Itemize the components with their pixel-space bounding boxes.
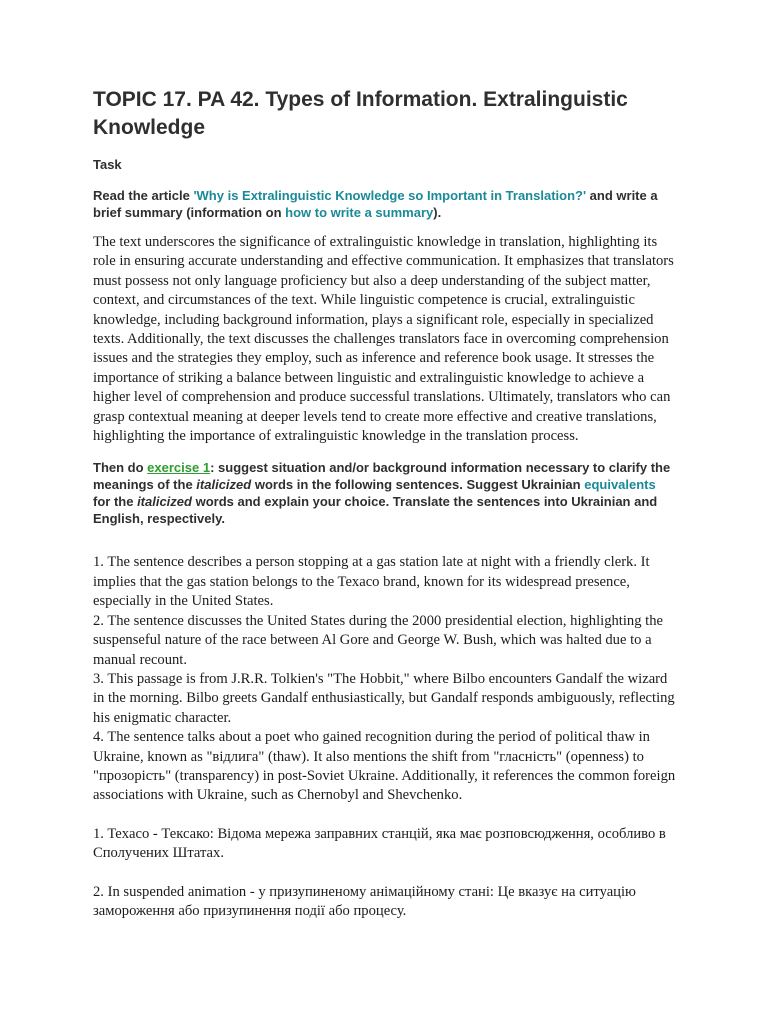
list-item: 1. The sentence describes a person stopping at a gas station late at night with a friendly clerk. It implies that the gas station belongs to the Texaco brand, known for its widespread presence, especially in the United States. xyxy=(93,554,650,610)
document-page xyxy=(93,86,676,940)
instruction-text: Then do xyxy=(93,460,148,476)
instruction-text: words in the following sentences. Suggest Ukrainian xyxy=(251,477,585,493)
italic-word: italicized xyxy=(196,477,252,493)
summary-paragraph: The text underscores the significance of extralinguistic knowledge in translation, highlighting its role in ensuring accurate understanding and effective communication. It emphasizes that translators must possess not only language proficiency but also a deep understanding of the subject matter, context, and circumstances of the text. While linguistic competence is crucial, extralinguistic knowledge, including background information, plays a significant role, especially in specialized texts. Additionally, the text discusses the challenges translators face in overcoming comprehension issues and the strategies they employ, such as inference and reference book usage. It stresses the importance of striking a balance between linguistic and extralinguistic knowledge to achieve a higher level of comprehension and produce successful translations. Ultimately, translators who can grasp contextual meaning at deeper levels tend to create more effective and creative translations, highlighting the importance of extralinguistic knowledge in the translation process. xyxy=(93,234,674,445)
exercise-link[interactable]: exercise 1 xyxy=(147,460,211,476)
article-link[interactable]: 'Why is Extralinguistic Knowledge so Important in Translation?' xyxy=(193,188,587,203)
summary-guide-link[interactable]: how to write a summary xyxy=(285,205,434,220)
list-item: 3. This passage is from J.R.R. Tolkien's "The Hobbit," where Bilbo encounters Gandalf the wizard in the morning. Bilbo greets Gandalf enthusiastically, but Gandalf responds ambiguously, reflecting his enigmatic character. xyxy=(93,670,675,726)
instruction-read-article xyxy=(93,187,676,221)
task-heading: Task xyxy=(93,157,122,172)
translation-item: 2. In suspended animation - у призупиненому анімаційному стані: Це вказує на ситуацію замороження або призупинення події або процесу. xyxy=(93,883,636,919)
page-title: TOPIC 17. PA 42. Types of Information. Extralinguistic Knowledge xyxy=(93,88,628,139)
instruction-text: : suggest situation and/or background information necessary to clarify the meanings of the xyxy=(93,460,671,493)
italic-word: italicized xyxy=(137,494,192,510)
instruction-exercise xyxy=(93,459,676,527)
instruction-text: and write a brief summary (information on xyxy=(93,188,658,220)
instruction-text: words and explain your choice. Translate the sentences into Ukrainian and English, respectively. xyxy=(93,494,658,527)
list-item: 2. The sentence discusses the United States during the 2000 presidential election, highlighting the suspenseful nature of the race between Al Gore and George W. Bush, which was halted due to a manual recount. xyxy=(93,612,663,668)
translation-item: 1. Texaco - Тексако: Відома мережа заправних станцій, яка має розповсюдження, особливо в Сполучених Штатах. xyxy=(93,825,666,862)
instruction-text: ). xyxy=(433,205,442,220)
instruction-text: for the xyxy=(93,494,138,510)
numbered-list xyxy=(93,553,676,805)
list-item: 4. The sentence talks about a poet who gained recognition during the period of political thaw in Ukraine, known as "відлига" (thaw). It also mentions the shift from "гласність" (openness) to "прозорість" (transparency) in post-Soviet Ukraine. Additionally, it references the common foreign associations with Ukraine, such as Chernobyl and Shevchenko. xyxy=(93,729,676,804)
instruction-text: Read the article xyxy=(93,188,194,203)
equivalents-link[interactable]: equivalents xyxy=(584,477,656,493)
